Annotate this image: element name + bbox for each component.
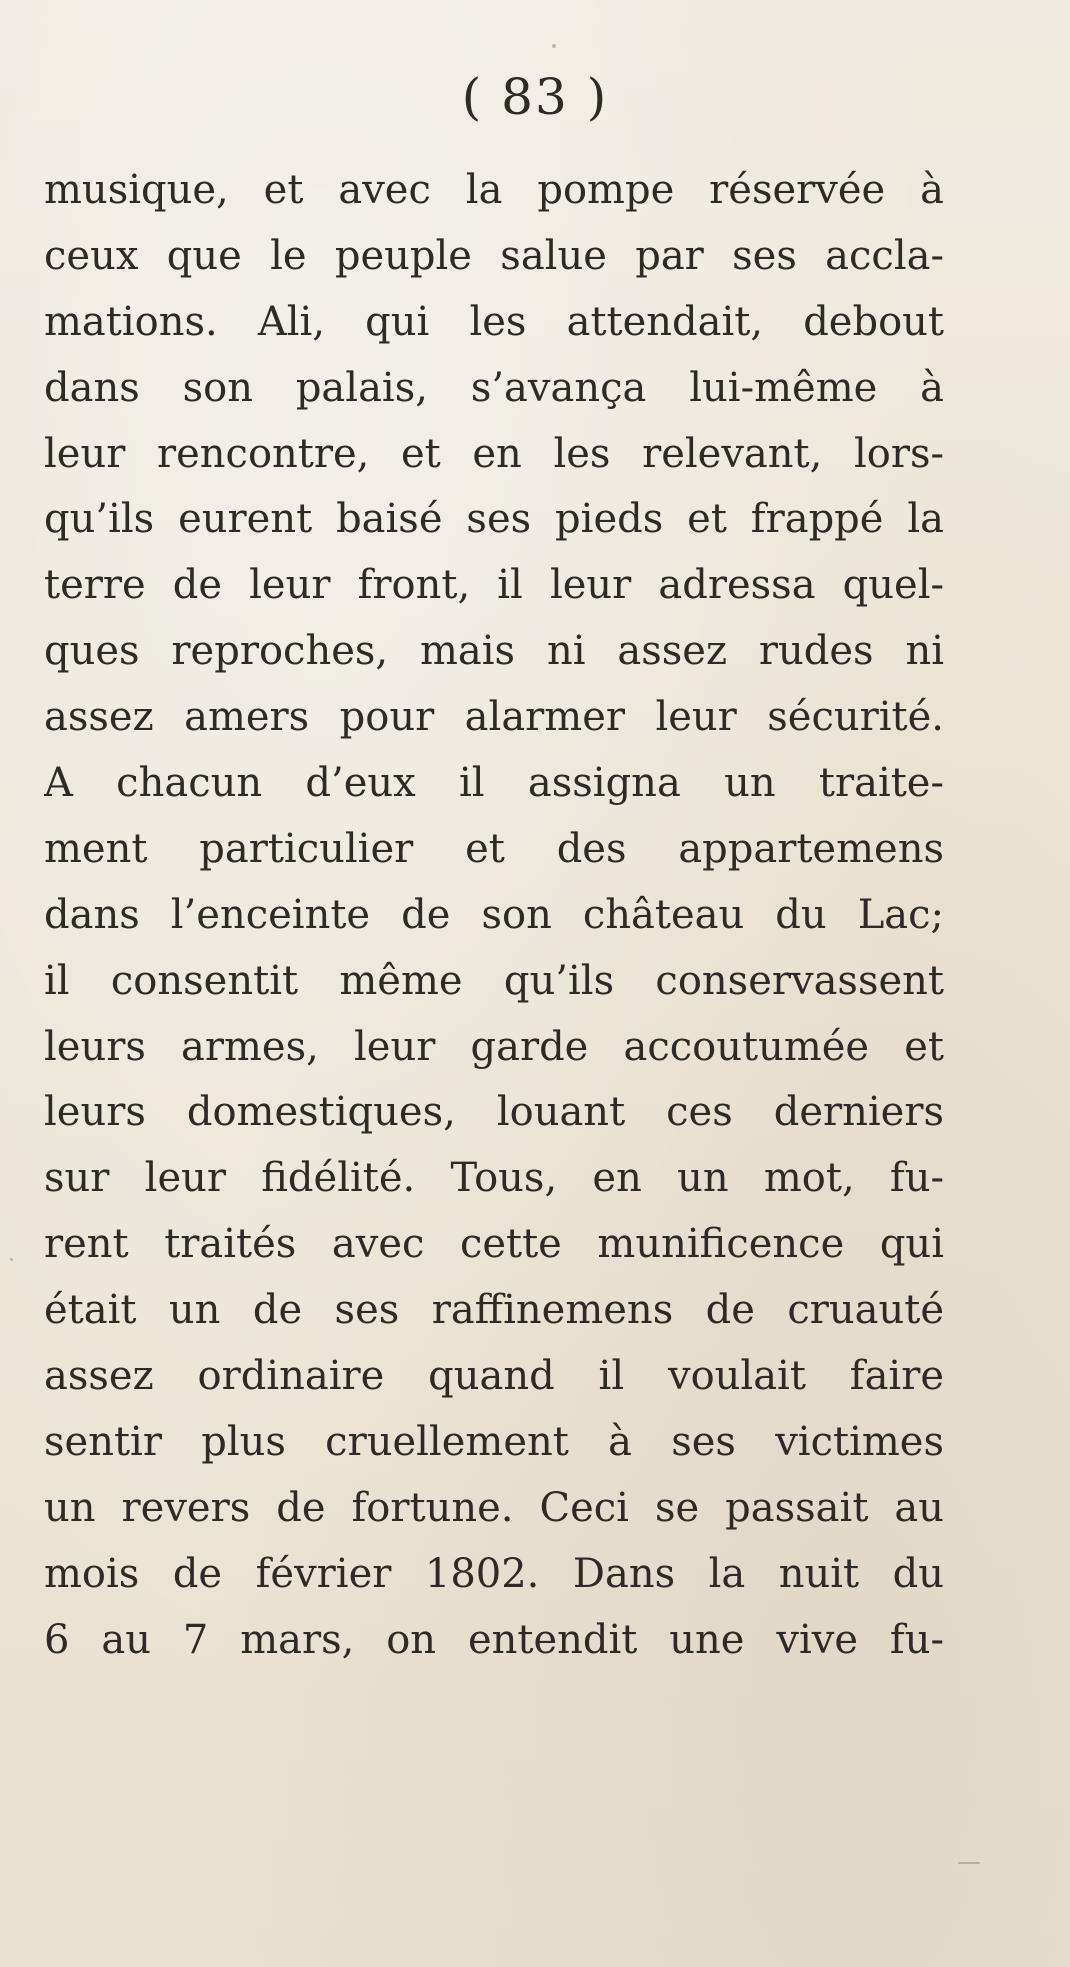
text-line: qu’ils eurent baisé ses pieds et frappé la (44, 496, 944, 543)
text-line: mois de février 1802. Dans la nuit du (44, 1550, 944, 1597)
body-text (44, 158, 944, 1673)
text-line: leur rencontre, et en les relevant, lors- (44, 430, 944, 477)
text-line: ment particulier et des appartemens (44, 825, 944, 872)
paper-speck (958, 1862, 980, 1864)
paper-speck (10, 1258, 13, 1261)
text-line: assez amers pour alarmer leur sécurité. (44, 694, 944, 741)
text-line: musique, et avec la pompe réservée à (44, 167, 944, 213)
text-line: A chacun d’eux il assigna un traite- (44, 760, 944, 807)
text-line: leurs domestiques, louant ces derniers (44, 1089, 944, 1136)
text-line: dans l’enceinte de son château du Lac; (44, 891, 944, 938)
paper-speck (552, 44, 556, 48)
text-line: terre de leur front, il leur adressa quel- (44, 562, 944, 609)
text-line: assez ordinaire quand il voulait faire (44, 1353, 944, 1400)
page-number: ( 83 ) (461, 68, 609, 126)
text-line: 6 au 7 mars, on entendit une vive fu- (44, 1616, 944, 1663)
text-line: ceux que le peuple salue par ses accla- (44, 232, 944, 279)
text-line: était un de ses raffinemens de cruauté (44, 1287, 944, 1334)
text-line: dans son palais, s’avança lui-même à (44, 364, 944, 411)
text-line: sentir plus cruellement à ses victimes (44, 1418, 944, 1465)
text-line: sur leur fidélité. Tous, en un mot, fu- (44, 1155, 944, 1202)
text-line: il consentit même qu’ils conservassent (44, 957, 944, 1004)
text-line: rent traités avec cette munificence qui (44, 1221, 944, 1268)
text-line: un revers de fortune. Ceci se passait au (44, 1484, 944, 1531)
text-line: ques reproches, mais ni assez rudes ni (44, 628, 944, 675)
text-line: mations. Ali, qui les attendait, debout (44, 298, 944, 345)
text-line: leurs armes, leur garde accoutumée et (44, 1023, 944, 1070)
